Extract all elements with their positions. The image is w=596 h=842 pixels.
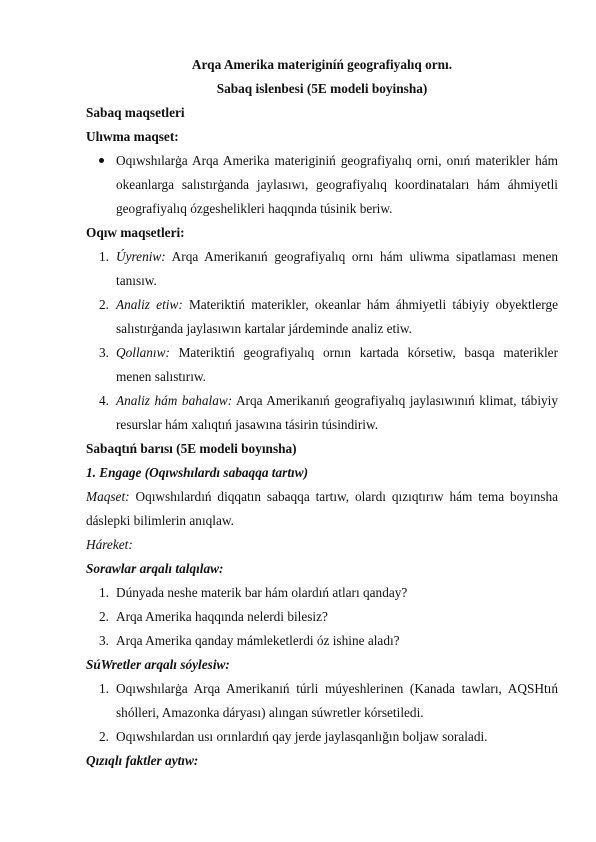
item-label: Analiz hám bahalaw: bbox=[116, 393, 233, 408]
heading-facts: Qızıqlı faktler aytıw: bbox=[86, 753, 199, 768]
general-goal-text: Oqıwshılarġa Arqa Amerika materiginiń geografiyalıq orni, onıń materikler hám okeanlarga salıstırġanda jaylasıwı, geografiyalıq koordinataları hám áhmiyetli geografiyalıq ózgeshelikleri haqqında túsinik beriw. bbox=[116, 153, 558, 216]
item-text: Oqıwshılardan usı orınlardıń qay jerde jaylasqanlığın boljaw soraladi. bbox=[116, 729, 488, 744]
list-item bbox=[86, 725, 558, 749]
list-item bbox=[86, 293, 558, 341]
document-subtitle: Sabaq islenbesi (5E modeli boyinsha) bbox=[216, 81, 428, 96]
goal-label: Maqset: bbox=[86, 489, 130, 504]
list-number: 3. bbox=[99, 345, 109, 360]
learning-goals-list bbox=[86, 245, 558, 437]
document-content bbox=[86, 53, 558, 773]
item-text: Materiktiń materikler, okeanlar hám áhmiyetli tábiyiy obyektlerge salıstırġanda jaylasıwın kartalar járdeminde analiz etiw. bbox=[116, 297, 558, 336]
item-text: Oqıwshılarġa Arqa Amerikanıń túrli múyeshlerinen (Kanada tawları, AQSHtıń shólleri, Amazonka dáryası) alıngan súwretler kórsetiledi. bbox=[116, 681, 558, 720]
item-text: Arqa Amerika haqqında nelerdi bilesiz? bbox=[116, 609, 328, 624]
general-goal-item bbox=[86, 149, 558, 221]
action-label: Háreket: bbox=[86, 537, 133, 552]
list-item bbox=[86, 605, 558, 629]
item-label: Úyreniw: bbox=[116, 249, 166, 264]
list-number: 1. bbox=[99, 585, 109, 600]
list-item bbox=[86, 677, 558, 725]
heading-lesson-process: Sabaqtıń barısı (5E modeli boyınsha) bbox=[86, 441, 297, 456]
heading-engage: 1. Engage (Oqıwshılardı sabaqqa tartıw) bbox=[86, 465, 309, 480]
questions-list bbox=[86, 581, 558, 653]
list-number: 4. bbox=[99, 393, 109, 408]
item-text: Arqa Amerikanıń geografiyalıq ornı hám uliwma sipatlaması menen tanısıw. bbox=[116, 249, 558, 288]
heading-questions: Sorawlar arqalı talqılaw: bbox=[86, 561, 224, 576]
list-number: 2. bbox=[99, 729, 109, 744]
document-title: Arqa Amerika materiginíń geografiyalıq ornı. bbox=[191, 57, 453, 72]
item-label: Qollanıw: bbox=[116, 345, 170, 360]
list-item bbox=[86, 629, 558, 653]
goal-text: Oqıwshılardıń diqqatın sabaqqa tartıw, olardı qızıqtırıw hám tema boyınsha dáslepki bilimlerin anıqlaw. bbox=[86, 489, 558, 528]
engage-goal-paragraph bbox=[86, 485, 558, 533]
list-number: 2. bbox=[99, 609, 109, 624]
item-label: Analiz etiw: bbox=[116, 297, 183, 312]
list-item bbox=[86, 389, 558, 437]
item-text: Arqa Amerikanıń geografiyalıq jaylasıwınıń klimat, tábiyiy resurslar hám xalıqtıń jasawına tásirin túsindiriw. bbox=[116, 393, 558, 432]
list-number: 2. bbox=[99, 297, 109, 312]
heading-pictures: SúWretler arqalı sóylesiw: bbox=[86, 657, 230, 672]
list-number: 3. bbox=[99, 633, 109, 648]
list-number: 1. bbox=[99, 681, 109, 696]
bullet-icon bbox=[99, 149, 127, 173]
pictures-list bbox=[86, 677, 558, 749]
item-text: Dúnyada neshe materik bar hám olardıń atları qanday? bbox=[116, 585, 408, 600]
heading-lesson-goals: Sabaq maqsetleri bbox=[86, 105, 185, 120]
item-text: Arqa Amerika qanday mámleketlerdi óz ishine aladı? bbox=[116, 633, 400, 648]
list-item bbox=[86, 581, 558, 605]
list-item bbox=[86, 341, 558, 389]
list-item bbox=[86, 245, 558, 293]
heading-learning-goals: Oqıw maqsetleri: bbox=[86, 225, 185, 240]
list-number: 1. bbox=[99, 249, 109, 264]
heading-general-goal: Ulıwma maqset: bbox=[86, 129, 179, 144]
item-text: Materiktiń geografiyalıq ornın kartada kórsetiw, basqa materikler menen salıstırıw. bbox=[116, 345, 558, 384]
